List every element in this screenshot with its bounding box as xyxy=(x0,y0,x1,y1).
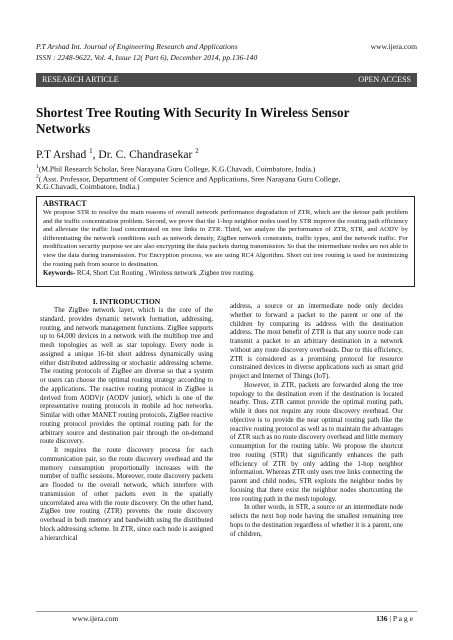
footer-website-link[interactable]: www.ijera.com xyxy=(72,614,119,623)
body-paragraph: In other words, in STR, a source or an intermediate node selects the next hop node having the smallest remaining tree hops to the destination regardless of whether it is a parent, one of children, xyxy=(230,504,403,538)
open-access-label: OPEN ACCESS xyxy=(358,75,411,84)
journal-issn-line: ISSN : 2248-9622, Vol. 4, Issue 12( Part 6), December 2014, pp.136-140 xyxy=(36,53,258,62)
paper-title xyxy=(36,105,416,137)
right-column xyxy=(230,303,403,539)
author-list xyxy=(36,144,416,162)
author-name: , Dr. C. Chandrasekar xyxy=(92,148,193,161)
author-name: P.T Arshad xyxy=(36,148,87,161)
body-paragraph: address, a source or an intermediate node only decides whether to forward a packet to the parent or one of the children by comparing its address with the destination address. The most benefit of ZTR is that any source node can transmit a packet to an arbitrary destination in a network without any route discovery overheads. Due to this efficiency, ZTR is considered as a promising protocol for resource constrained devices in diverse applications such as smart grid project and Internet of Things (IoT). xyxy=(230,303,403,380)
body-paragraph: However, in ZTR, packets are forwarded along the tree topology to the destination even if the destination is located nearby. Thus, ZTR cannot provide the optimal routing path, while it does not require any route discovery overhead. Our objective is to provide the near optimal routing path like the reactive routing protocol as well as to maintain the advantages of ZTR such as no route discovery overhead and little memory consumption for the routing table. We propose the shortcut tree routing (STR) that significantly enhances the path efficiency of ZTR by only adding the 1-hop neighbor information. Whereas ZTR only uses tree links connecting the parent and child nodes, STR exploits the neighbor nodes by focusing that there exist the neighbor nodes shortcutting the tree routing path in the mesh topology. xyxy=(230,381,403,503)
author-affiliation-mark: 2 xyxy=(195,147,199,155)
page-label: | P a g e xyxy=(387,614,413,623)
page-number xyxy=(376,614,413,624)
keywords-label: Keywords- xyxy=(43,270,76,278)
left-column xyxy=(40,297,213,543)
affiliation-mark: 2 xyxy=(36,174,39,180)
abstract-box xyxy=(36,196,415,287)
keywords-line xyxy=(43,269,408,278)
footer-divider xyxy=(36,611,417,612)
author-affiliation-mark: 1 xyxy=(89,147,93,155)
research-article-label: RESEARCH ARTICLE xyxy=(42,75,119,84)
paper-title-line: Networks xyxy=(36,121,91,136)
journal-website-link[interactable]: www.ijera.com xyxy=(370,42,417,51)
affiliation-text: K.G.Chavadi, Coimbatore, India.) xyxy=(36,182,140,191)
abstract-heading: ABSTRACT xyxy=(43,199,87,208)
article-type-banner xyxy=(36,73,417,87)
body-paragraph: It requires the route discovery process for each communication pair, so the route discovery overhead and the memory consumption proportionally increases with the number of traffic sessions. Moreover, route discovery packets are flooded to the overall network, which interfere with transmission of other packets even in the spatially uncorrelated area with the route discovery. On the other hand, ZigBee tree routing (ZTR) prevents the route discovery overhead in both memory and bandwidth using the distributed block addressing scheme. In ZTR, since each node is assigned a hierarchical xyxy=(40,447,213,542)
keywords-text: RC4, Short Cut Routing , Wireless network ,Zigbee tree routing. xyxy=(75,270,255,278)
body-paragraph: The ZigBee network layer, which is the core of the standard, provides dynamic network formation, addressing, routing, and network management functions. ZigBee supports up to 64,000 devices in a network with the multihop tree and mesh topologies as well as star topology. Every node is assigned a unique 16-bit short address dynamically using either distributed addressing or stochastic addressing scheme. The routing protocols of ZigBee are diverse so that a system or users can choose the optimal routing strategy according to the applications. The reactive routing protocol in ZigBee is derived from AODVjr (AODV junior), which is one of the representative routing protocols in mobile ad hoc networks. Similar with other MANET routing protocols, ZigBee reactive routing protocol provides the optimal routing path for the arbitrary source and destination pair through the on-demand route discovery. xyxy=(40,307,213,446)
abstract-text: We propose STR to resolve the main reasons of overall network performance degradation of ZTR, which are the detour path problem and the traffic concentration problem. Second, we prove that the 1-hop neighbor nodes used by STR improve the routing path efficiency and alleviate the traffic load concentrated on tree links in ZTR. Third, we analyze the performance of ZTR, STR, and AODV by differentiating the network conditions such as network density, ZigBee network constraints, traffic types, and the network traffic. For modification security purpose we are also encrypting the data packets during transmission. So that the intermediate nodes are not able to view the data during transmission. For Encryption process, we are using RC4 Algorithm. Short cut tree routing is used for minimizing the routing path from source to destination. xyxy=(43,209,408,268)
paper-title-line: Shortest Tree Routing With Security In Wireless Sensor xyxy=(36,105,350,120)
journal-header xyxy=(36,41,336,63)
journal-citation-line: P.T Arshad Int. Journal of Engineering Research and Applications xyxy=(36,42,238,51)
affiliation-mark: 1 xyxy=(36,164,39,170)
section-heading: I. INTRODUCTION xyxy=(92,297,161,306)
affiliation-line xyxy=(36,182,416,192)
affiliation-text: (M.Phil Research Scholar, Sree Narayana Guru College, K.G.Chavadi, Coimbatore, India.) xyxy=(38,164,316,174)
page-number-value: 136 xyxy=(376,614,388,623)
affiliation-text: ( Asst. Professor, Department of Computer Science and Applications, Sree Narayana Guru College, xyxy=(38,174,341,184)
